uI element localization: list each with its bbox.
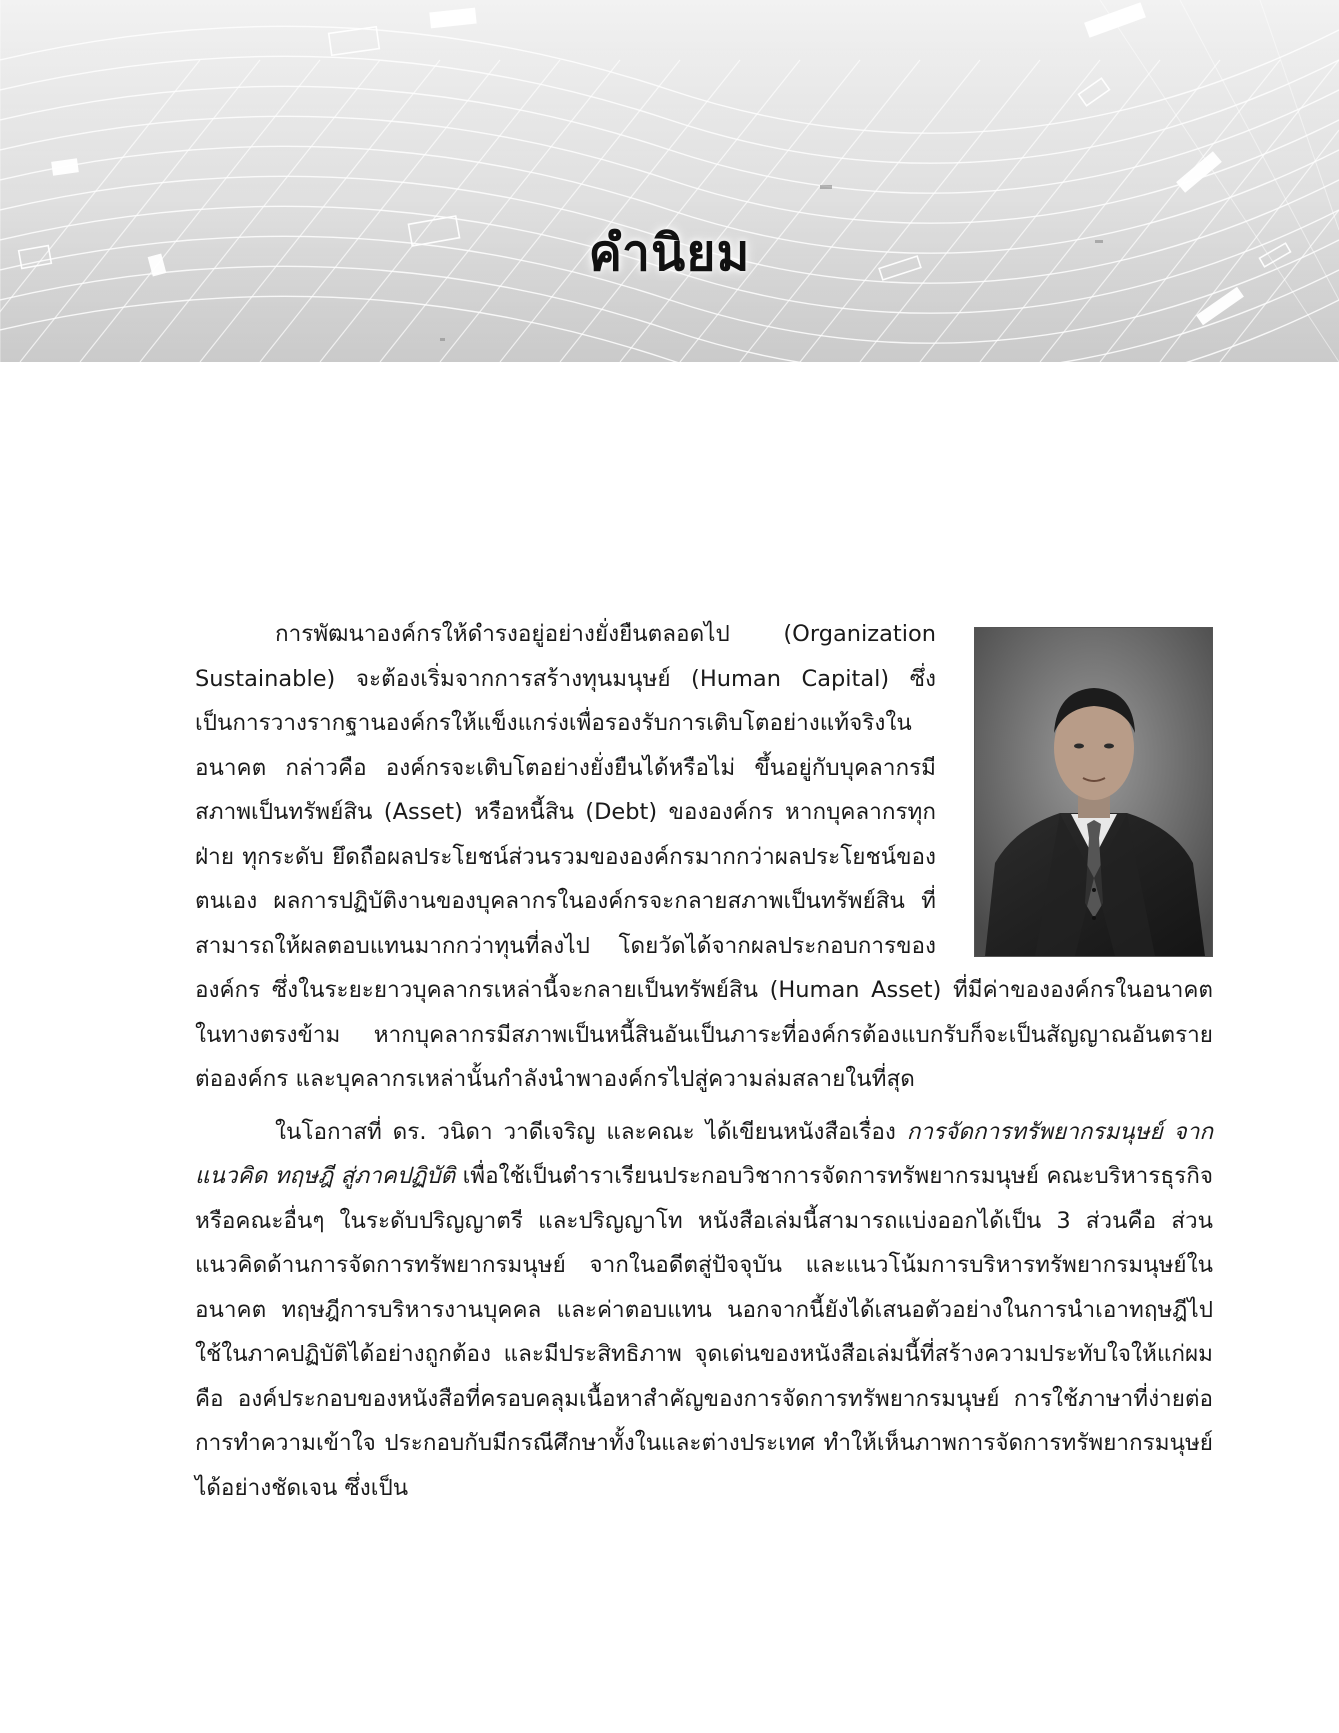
banner-grid-background (0, 0, 1339, 362)
header-banner (0, 0, 1339, 362)
book-title: การจัดการทรัพยากรมนุษย์ จากแนวคิด ทฤษฎี สู่ภาคปฏิบัติ (195, 1118, 1213, 1189)
foreword-paragraph-1: การพัฒนาองค์กรให้ดำรงอยู่อย่างยั่งยืนตลอดไป (Organization Sustainable) จะต้องเริ่มจากการสร้างทุนมนุษย์ (Human Capital) ซึ่งเป็นการวางรากฐานองค์กรให้แข็งแกร่งเพื่อรองรับการเติบโตอย่างแท้จริงในอนาคต กล่าวคือ องค์กรจะเติบโตอย่างยั่งยืนได้หรือไม่ ขึ้นอยู่กับบุคลากรมีสภาพเป็นทรัพย์สิน (Asset) หรือหนี้สิน (Debt) ขององค์กร หากบุคลากรทุกฝ่าย ทุกระดับ ยึดถือผลประโยชน์ส่วนรวมขององค์กรมากกว่าผลประโยชน์ของตนเอง ผลการปฏิบัติงานของบุคลากรในองค์กรจะกลายสภาพเป็นทรัพย์สิน ที่สามารถให้ผลตอบแทนมากกว่าทุนที่ลงไป โดยวัดได้จากผลประกอบการขององค์กร ซึ่งในระยะยาวบุคลากรเหล่านี้จะกลายเป็นทรัพย์สิน (Human Asset) ที่มีค่าขององค์กรในอนาคต ในทางตรงข้าม หากบุคลากรมีสภาพเป็นหนี้สินอันเป็นภาระที่องค์กรต้องแบกรับก็จะเป็นสัญญาณอันตรายต่อองค์กร และบุคลากรเหล่านั้นกำลังนำพาองค์กรไปสู่ความล่มสลายในที่สุด (195, 621, 1213, 1092)
paragraph-2-lead: ในโอกาสที่ ดร. วนิดา วาดีเจริญ และคณะ ได้เขียนหนังสือเรื่อง (275, 1118, 907, 1145)
author-portrait-photo (974, 627, 1213, 957)
foreword-paragraph-2 (195, 1110, 1213, 1511)
foreword-body (195, 612, 1213, 1518)
paragraph-2-rest: เพื่อใช้เป็นตำราเรียนประกอบวิชาการจัดการทรัพยากรมนุษย์ คณะบริหารธุรกิจ หรือคณะอื่นๆ ในระดับปริญญาตรี และปริญญาโท หนังสือเล่มนี้สามารถแบ่งออกได้เป็น 3 ส่วนคือ ส่วนแนวคิดด้านการจัดการทรัพยากรมนุษย์ จากในอดีตสู่ปัจจุบัน และแนวโน้มการบริหารทรัพยากรมนุษย์ในอนาคต ทฤษฎีการบริหารงานบุคคล และค่าตอบแทน นอกจากนี้ยังได้เสนอตัวอย่างในการนำเอาทฤษฎีไปใช้ในภาคปฏิบัติได้อย่างถูกต้อง และมีประสิทธิภาพ จุดเด่นของหนังสือเล่มนี้ที่สร้างความประทับใจให้แก่ผมคือ องค์ประกอบของหนังสือที่ครอบคลุมเนื้อหาสำคัญของการจัดการทรัพยากรมนุษย์ การใช้ภาษาที่ง่ายต่อการทำความเข้าใจ ประกอบกับมีกรณีศึกษาทั้งในและต่างประเทศ ทำให้เห็นภาพการจัดการทรัพยากรมนุษย์ได้อย่างชัดเจน ซึ่งเป็น (195, 1163, 1213, 1501)
portrait-illustration (975, 628, 1212, 956)
page-title: คำนิยม (588, 224, 751, 282)
